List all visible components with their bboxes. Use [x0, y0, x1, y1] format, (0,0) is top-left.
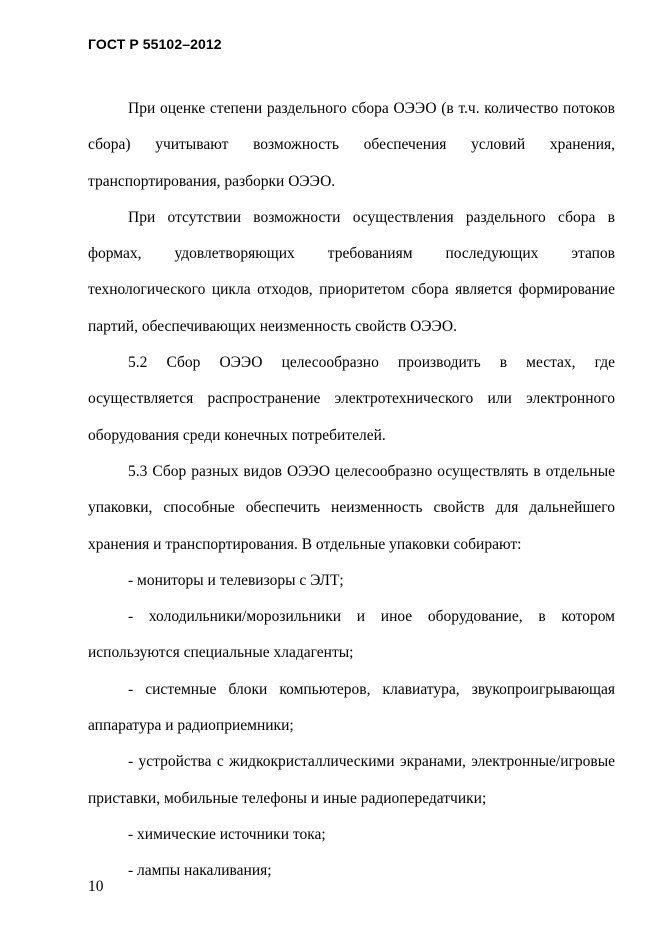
list-item: - лампы накаливания; — [128, 862, 272, 880]
document-body — [88, 91, 615, 890]
list-item: - системные блоки компьютеров, клавиатура, звукопроигрывающая аппаратура и радиоприемники; — [88, 680, 615, 735]
paragraph-5-3: 5.3 Сбор разных видов ОЭЭО целесообразно осуществлять в отдельные упаковки, способные обеспечить неизменность свойств для дальнейшего хранения и транспортирования. В отдельные упаковки собирают: — [88, 462, 615, 553]
document-header: ГОСТ Р 55102–2012 — [88, 36, 222, 52]
list-item: - холодильники/морозильники и иное оборудование, в котором используются специальные хладагенты; — [88, 608, 615, 662]
list-item: - химические источники тока; — [128, 825, 326, 843]
list-item: - мониторы и телевизоры с ЭЛТ; — [128, 571, 344, 589]
paragraph-collection-assessment: При оценке степени раздельного сбора ОЭЭО (в т.ч. количество потоков сбора) учитывают возможность обеспечения условий хранения, транспортирования, разборки ОЭЭО. — [88, 100, 615, 190]
paragraph-5-2: 5.2 Сбор ОЭЭО целесообразно производить в местах, где осуществляется распространение электротехнического или электронного оборудования среди конечных потребителей. — [88, 354, 615, 444]
paragraph-collection-priority: При отсутствии возможности осуществления раздельного сбора в формах, удовлетворяющих требованиям последующих этапов технологического цикла отходов, приоритетом сбора является формирование партий, обеспечивающих неизменность свойств ОЭЭО. — [88, 208, 615, 335]
list-item: - устройства с жидкокристаллическими экранами, электронные/игровые приставки, мобильные телефоны и иные радиопередатчики; — [88, 753, 615, 807]
page-number: 10 — [88, 878, 104, 895]
